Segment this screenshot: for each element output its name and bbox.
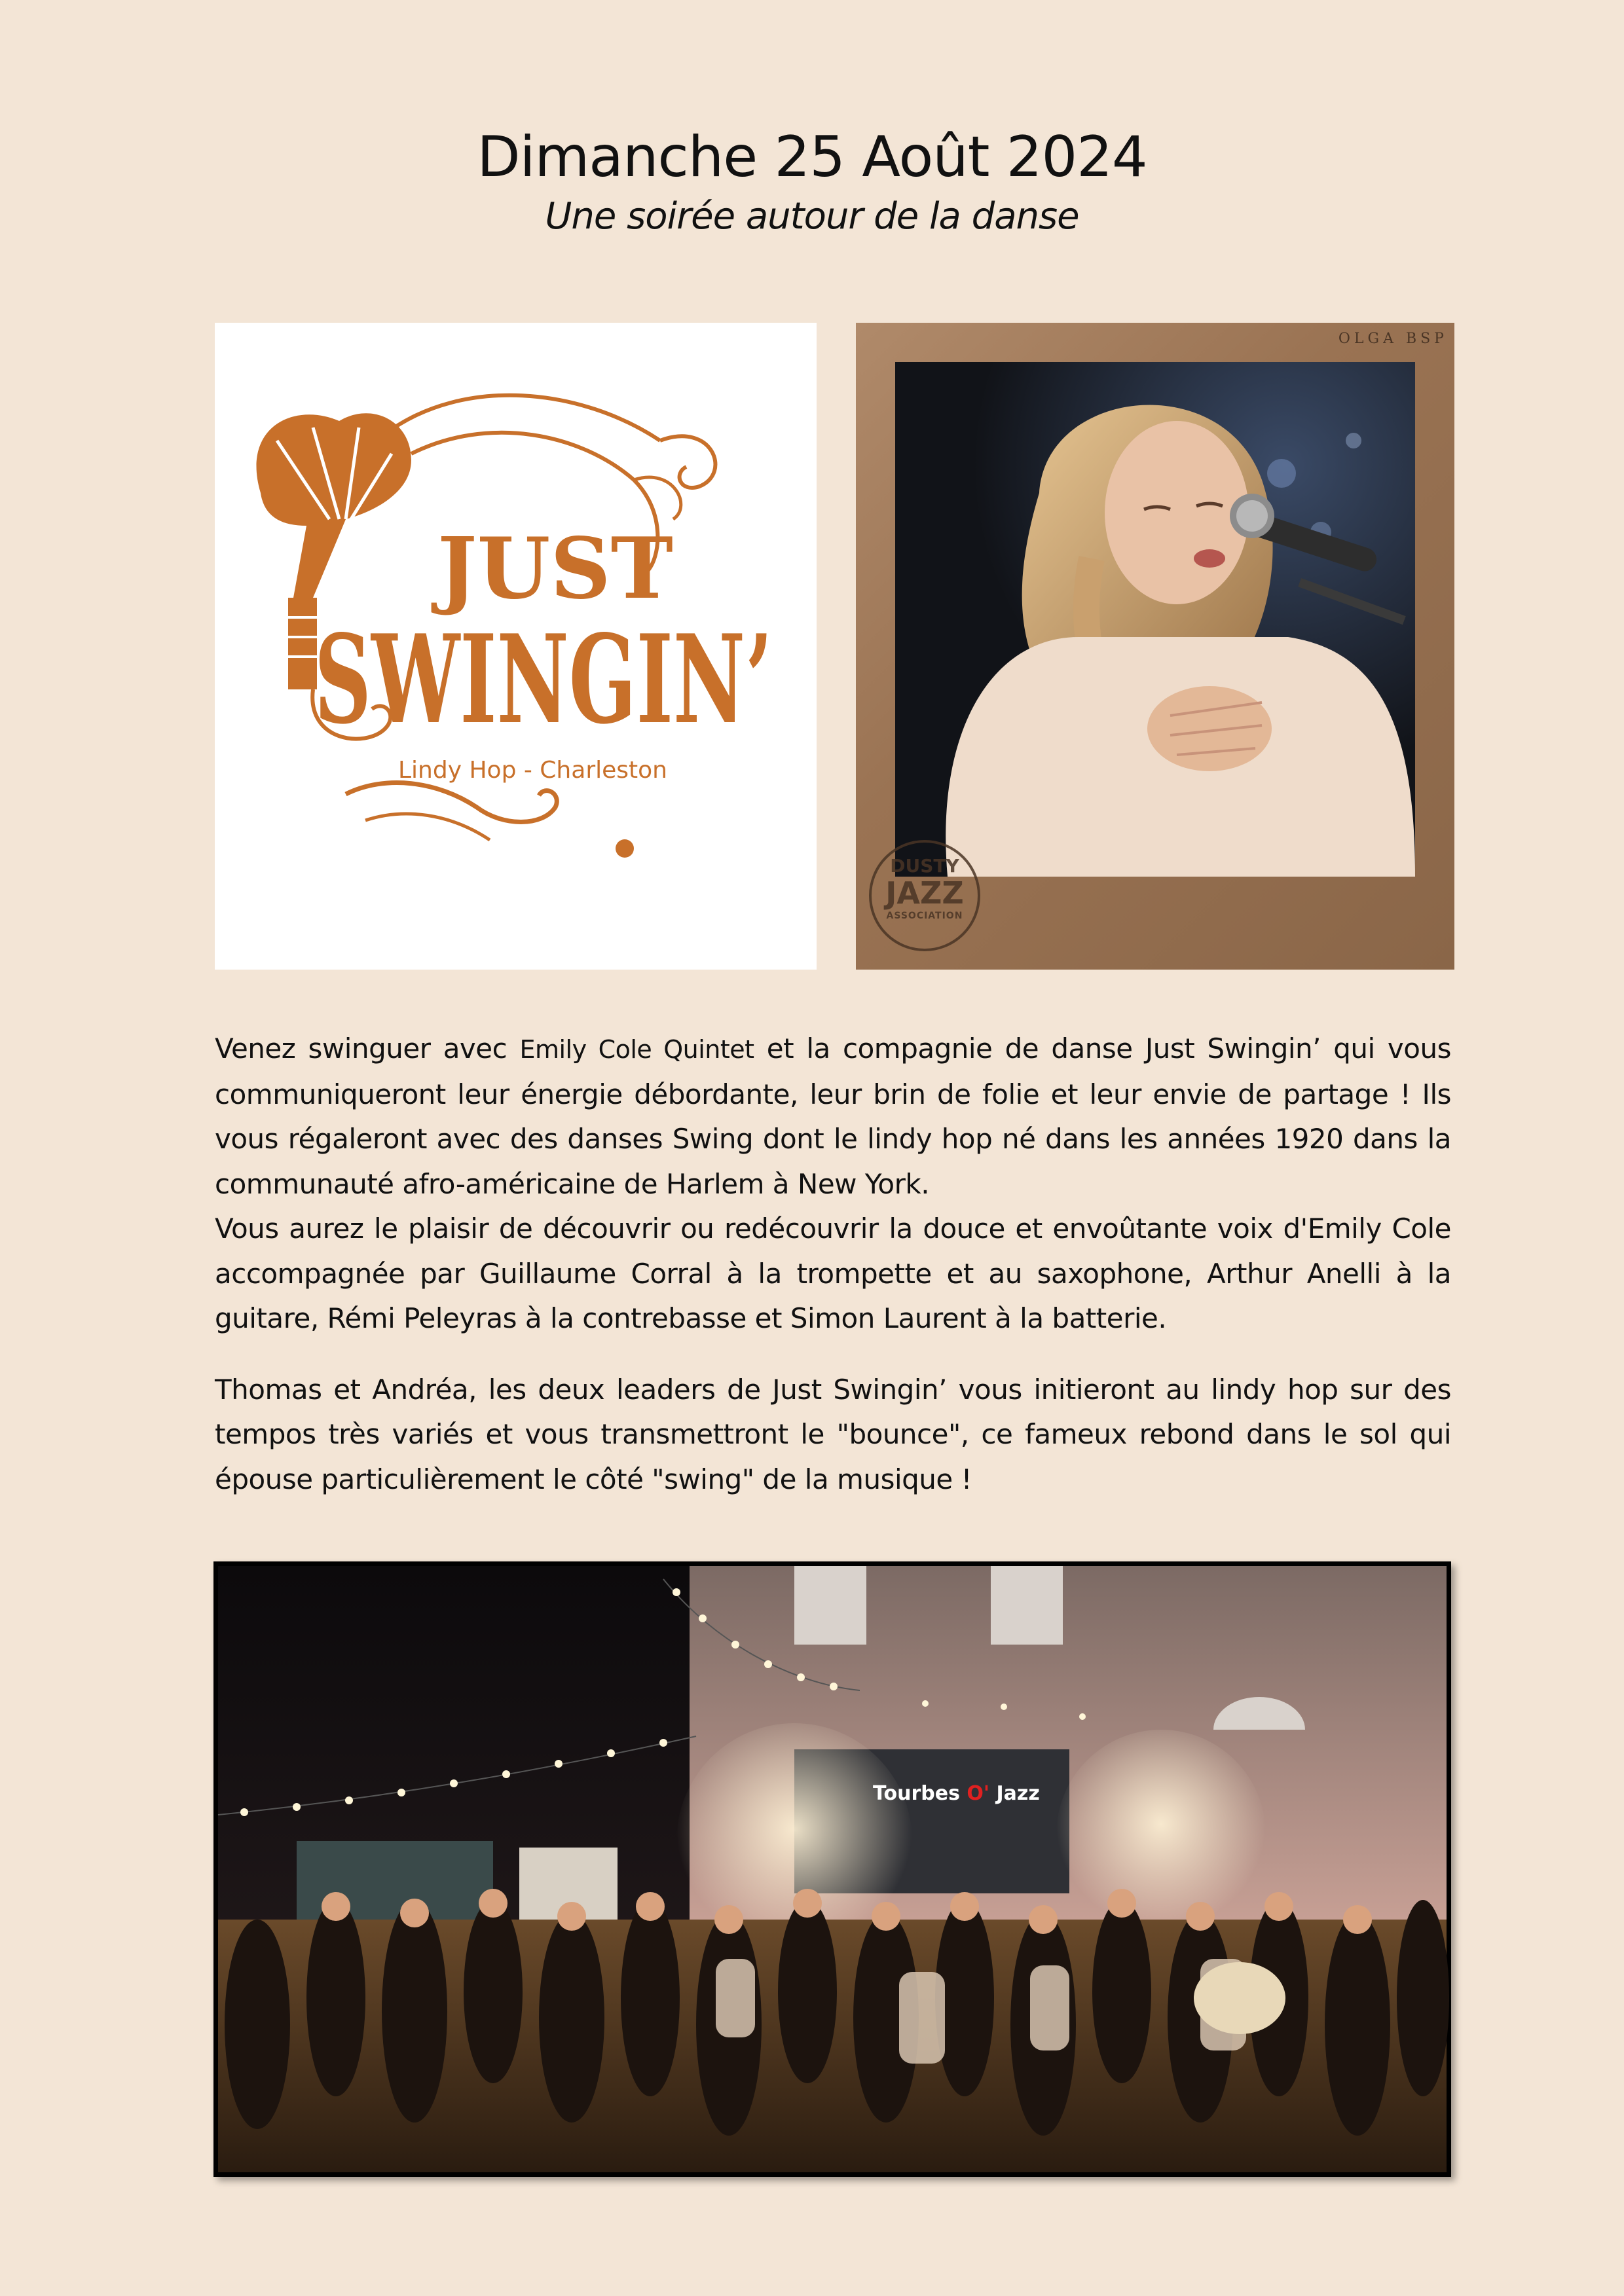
paragraph-3: Thomas et Andréa, les deux leaders de Just Swingin’ vous initieront au lindy hop sur des tempos très variés et vous transmettront le "bounce", ce fameux rebond dans le sol qui épouse particulièrement le côté "swing" de la musique ! [215,1373,1451,1495]
stamp-line2: JAZZ [885,875,964,911]
logo-graphic [215,323,817,970]
stamp-line1: DUSTY [890,855,959,877]
band-name: Emily Cole Quintet [519,1035,754,1064]
page-title: Dimanche 25 Août 2024 [477,124,1147,190]
singer-photo-image [895,362,1415,877]
just-swingin-logo [215,323,817,970]
stage-sign [873,1782,1040,1805]
logo-line2: SWINGIN’ [314,608,773,751]
paragraph-1-end: et la compagnie de danse Just Swingin’ qui vous communiqueront leur énergie débordante, leur brin de folie et leur envie de partage ! Ils vous régaleront avec des danses Swing dont le lindy hop né dans les années 1920 dans la communauté afro-américaine de Harlem à New York. [215,1032,1451,1200]
stage-sign-text-b: Jazz [989,1782,1040,1805]
dusty-jazz-stamp [869,840,980,951]
stage-sign-text-a: Tourbes [873,1782,967,1805]
paragraph-1 [215,1027,1451,1207]
dance-scene [218,1566,1447,2172]
logo-line1: JUST [437,520,673,618]
stage-sign-text-o: O' [967,1782,990,1805]
logo-tagline: Lindy Hop - Charleston [398,757,667,784]
stamp-line3: ASSOCIATION [886,911,963,921]
singer-photo [856,323,1454,970]
event-description [215,1027,1451,1502]
header [0,121,1624,240]
paragraph-2: Vous aurez le plaisir de découvrir ou redécouvrir la douce et envoûtante voix d'Emily Cole accompagnée par Guillaume Corral à la trompette et au saxophone, Arthur Anelli à la guitare, Rémi Peleyras à la contrebasse et Simon Laurent à la batterie. [215,1212,1451,1334]
photo-watermark: OLGA BSP [1338,331,1448,347]
paragraph-1-start: Venez swinguer avec [215,1032,520,1065]
dance-photo [213,1561,1451,2177]
page-subtitle: Une soirée autour de la danse [545,195,1079,238]
